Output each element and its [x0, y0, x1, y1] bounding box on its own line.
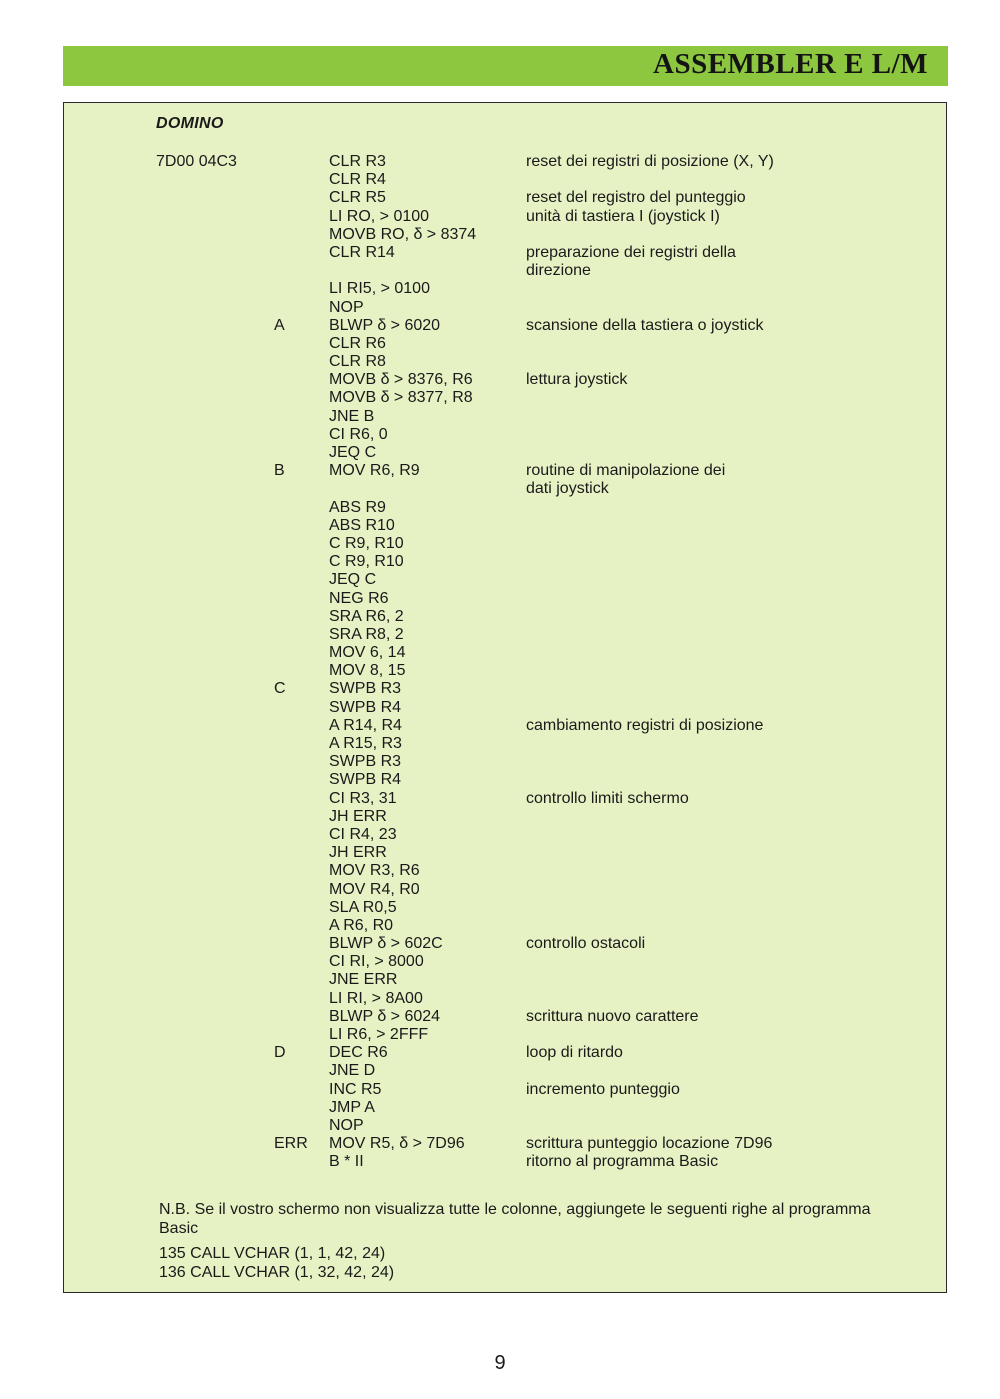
listing-row [64, 335, 946, 353]
instruction-cell: A R14, R4 [329, 716, 402, 734]
comment-cell: direzione [526, 262, 591, 280]
comment-cell: dati joystick [526, 480, 609, 498]
instruction-cell: SLA R0,5 [329, 898, 397, 916]
label-cell: B [274, 462, 285, 480]
listing-row [64, 971, 946, 989]
listing-row [64, 717, 946, 735]
instruction-cell: SWPB R4 [329, 698, 402, 716]
instruction-cell: SRA R6, 2 [329, 607, 404, 625]
listing-row [64, 735, 946, 753]
instruction-cell: CLR R8 [329, 353, 386, 371]
instruction-cell: JH ERR [329, 807, 387, 825]
instruction-cell: JNE D [329, 1062, 376, 1080]
instruction-cell: ABS R10 [329, 516, 395, 534]
instruction-cell: MOV 8, 15 [329, 662, 406, 680]
listing-row [64, 480, 946, 498]
listing-row [64, 517, 946, 535]
instruction-cell: SWPB R3 [329, 680, 402, 698]
instruction-cell: CLR R5 [329, 189, 386, 207]
listing-row [64, 1081, 946, 1099]
comment-cell: incremento punteggio [526, 1080, 680, 1098]
listing-row [64, 935, 946, 953]
listing-row [64, 353, 946, 371]
listing-row [64, 426, 946, 444]
instruction-cell: JEQ C [329, 571, 377, 589]
listing-row [64, 1026, 946, 1044]
comment-cell: controllo limiti schermo [526, 789, 689, 807]
instruction-cell: CI R6, 0 [329, 425, 388, 443]
comment-cell: controllo ostacoli [526, 935, 646, 953]
header-bar [63, 46, 948, 86]
comment-cell: ritorno al programma Basic [526, 1153, 719, 1171]
instruction-cell: JNE ERR [329, 971, 398, 989]
listing-row [64, 535, 946, 553]
listing-row [64, 826, 946, 844]
listing-row [64, 1008, 946, 1026]
comment-cell: loop di ritardo [526, 1044, 623, 1062]
listing-row [64, 317, 946, 335]
instruction-cell: MOVB δ > 8376, R6 [329, 371, 473, 389]
instruction-cell: JMP A [329, 1098, 375, 1116]
listing-row [64, 171, 946, 189]
listing-row [64, 1117, 946, 1135]
listing-row [64, 299, 946, 317]
listing-row [64, 862, 946, 880]
listing-row [64, 226, 946, 244]
comment-cell: scrittura punteggio locazione 7D96 [526, 1135, 773, 1153]
listing-row [64, 444, 946, 462]
instruction-cell: CLR R4 [329, 171, 386, 189]
listing-row [64, 881, 946, 899]
comment-cell: scrittura nuovo carattere [526, 1007, 699, 1025]
comment-cell: preparazione dei registri della [526, 243, 736, 261]
instruction-cell: CI R4, 23 [329, 825, 397, 843]
instruction-cell: A R6, R0 [329, 916, 394, 934]
listing-row [64, 953, 946, 971]
listing-row [64, 553, 946, 571]
instruction-cell: CI R3, 31 [329, 789, 397, 807]
assembly-listing [64, 153, 946, 1172]
instruction-cell: SWPB R3 [329, 753, 402, 771]
instruction-cell: ABS R9 [329, 498, 386, 516]
instruction-cell: CI RI, > 8000 [329, 953, 424, 971]
listing-row [64, 1135, 946, 1153]
instruction-cell: DEC R6 [329, 1044, 388, 1062]
listing-row [64, 662, 946, 680]
instruction-cell: JH ERR [329, 844, 387, 862]
instruction-cell: LI RI5, > 0100 [329, 280, 430, 298]
instruction-cell: MOV 6, 14 [329, 644, 406, 662]
instruction-cell: NEG R6 [329, 589, 389, 607]
listing-row [64, 1153, 946, 1171]
instruction-cell: CLR R3 [329, 153, 386, 170]
page-number: 9 [494, 1352, 506, 1374]
listing-row [64, 208, 946, 226]
comment-cell: unità di tastiera I (joystick I) [526, 207, 720, 225]
instruction-cell: MOVB δ > 8377, R8 [329, 389, 473, 407]
label-cell: A [274, 316, 285, 334]
instruction-cell: SWPB R4 [329, 771, 402, 789]
comment-cell: reset dei registri di posizione (X, Y) [526, 153, 774, 170]
listing-row [64, 990, 946, 1008]
program-title: DOMINO [156, 115, 224, 132]
listing-row [64, 189, 946, 207]
instruction-cell: LI RO, > 0100 [329, 207, 430, 225]
instruction-cell: INC R5 [329, 1080, 382, 1098]
listing-row [64, 590, 946, 608]
instruction-cell: BLWP δ > 6020 [329, 316, 441, 334]
instruction-cell: MOV R6, R9 [329, 462, 420, 480]
label-cell: C [274, 680, 286, 698]
listing-row [64, 771, 946, 789]
listing-row [64, 280, 946, 298]
listing-row [64, 1044, 946, 1062]
listing-row [64, 371, 946, 389]
listing-row [64, 1099, 946, 1117]
instruction-cell: C R9, R10 [329, 553, 404, 571]
listing-row [64, 699, 946, 717]
instruction-cell: BLWP δ > 6024 [329, 1007, 441, 1025]
comment-cell: scansione della tastiera o joystick [526, 316, 764, 334]
basic-line: 136 CALL VCHAR (1, 32, 42, 24) [159, 1263, 395, 1281]
listing-row [64, 844, 946, 862]
listing-row [64, 808, 946, 826]
listing-row [64, 790, 946, 808]
section-title: ASSEMBLER E L/M [653, 48, 928, 80]
instruction-cell: NOP [329, 298, 364, 316]
basic-line: 135 CALL VCHAR (1, 1, 42, 24) [159, 1245, 386, 1262]
basic-lines [159, 1245, 394, 1282]
instruction-cell: CLR R14 [329, 243, 395, 261]
label-cell: ERR [274, 1135, 308, 1153]
listing-row [64, 608, 946, 626]
instruction-cell: JNE B [329, 407, 375, 425]
listing-row [64, 753, 946, 771]
comment-cell: routine di manipolazione dei [526, 462, 726, 480]
listing-row [64, 462, 946, 480]
instruction-cell: CLR R6 [329, 334, 386, 352]
listing-row [64, 571, 946, 589]
listing-row [64, 244, 946, 262]
listing-row [64, 389, 946, 407]
listing-row [64, 899, 946, 917]
instruction-cell: LI RI, > 8A00 [329, 989, 423, 1007]
listing-row [64, 644, 946, 662]
comment-cell: reset del registro del punteggio [526, 189, 746, 207]
comment-cell: cambiamento registri di posizione [526, 716, 764, 734]
program-panel [63, 102, 947, 1293]
comment-cell: lettura joystick [526, 371, 628, 389]
listing-row [64, 917, 946, 935]
listing-row [64, 408, 946, 426]
instruction-cell: A R15, R3 [329, 735, 402, 752]
listing-row [64, 153, 946, 171]
listing-row [64, 499, 946, 517]
instruction-cell: MOV R3, R6 [329, 862, 420, 880]
instruction-cell: SRA R8, 2 [329, 625, 404, 643]
instruction-cell: MOVB RO, δ > 8374 [329, 225, 477, 243]
instruction-cell: BLWP δ > 602C [329, 935, 443, 953]
instruction-cell: B * II [329, 1153, 364, 1171]
instruction-cell: JEQ C [329, 444, 377, 461]
listing-row [64, 626, 946, 644]
listing-row [64, 262, 946, 280]
listing-row [64, 680, 946, 698]
address-cell: 7D00 04C3 [156, 153, 237, 170]
instruction-cell: MOV R4, R0 [329, 880, 420, 898]
instruction-cell: NOP [329, 1116, 364, 1134]
instruction-cell: MOV R5, δ > 7D96 [329, 1135, 465, 1153]
listing-row [64, 1062, 946, 1080]
instruction-cell: LI R6, > 2FFF [329, 1026, 429, 1043]
instruction-cell: C R9, R10 [329, 534, 404, 552]
label-cell: D [274, 1044, 286, 1062]
note-text: N.B. Se il vostro schermo non visualizza tutte le colonne, aggiungete le seguenti righe al programma Basic [159, 1201, 871, 1237]
